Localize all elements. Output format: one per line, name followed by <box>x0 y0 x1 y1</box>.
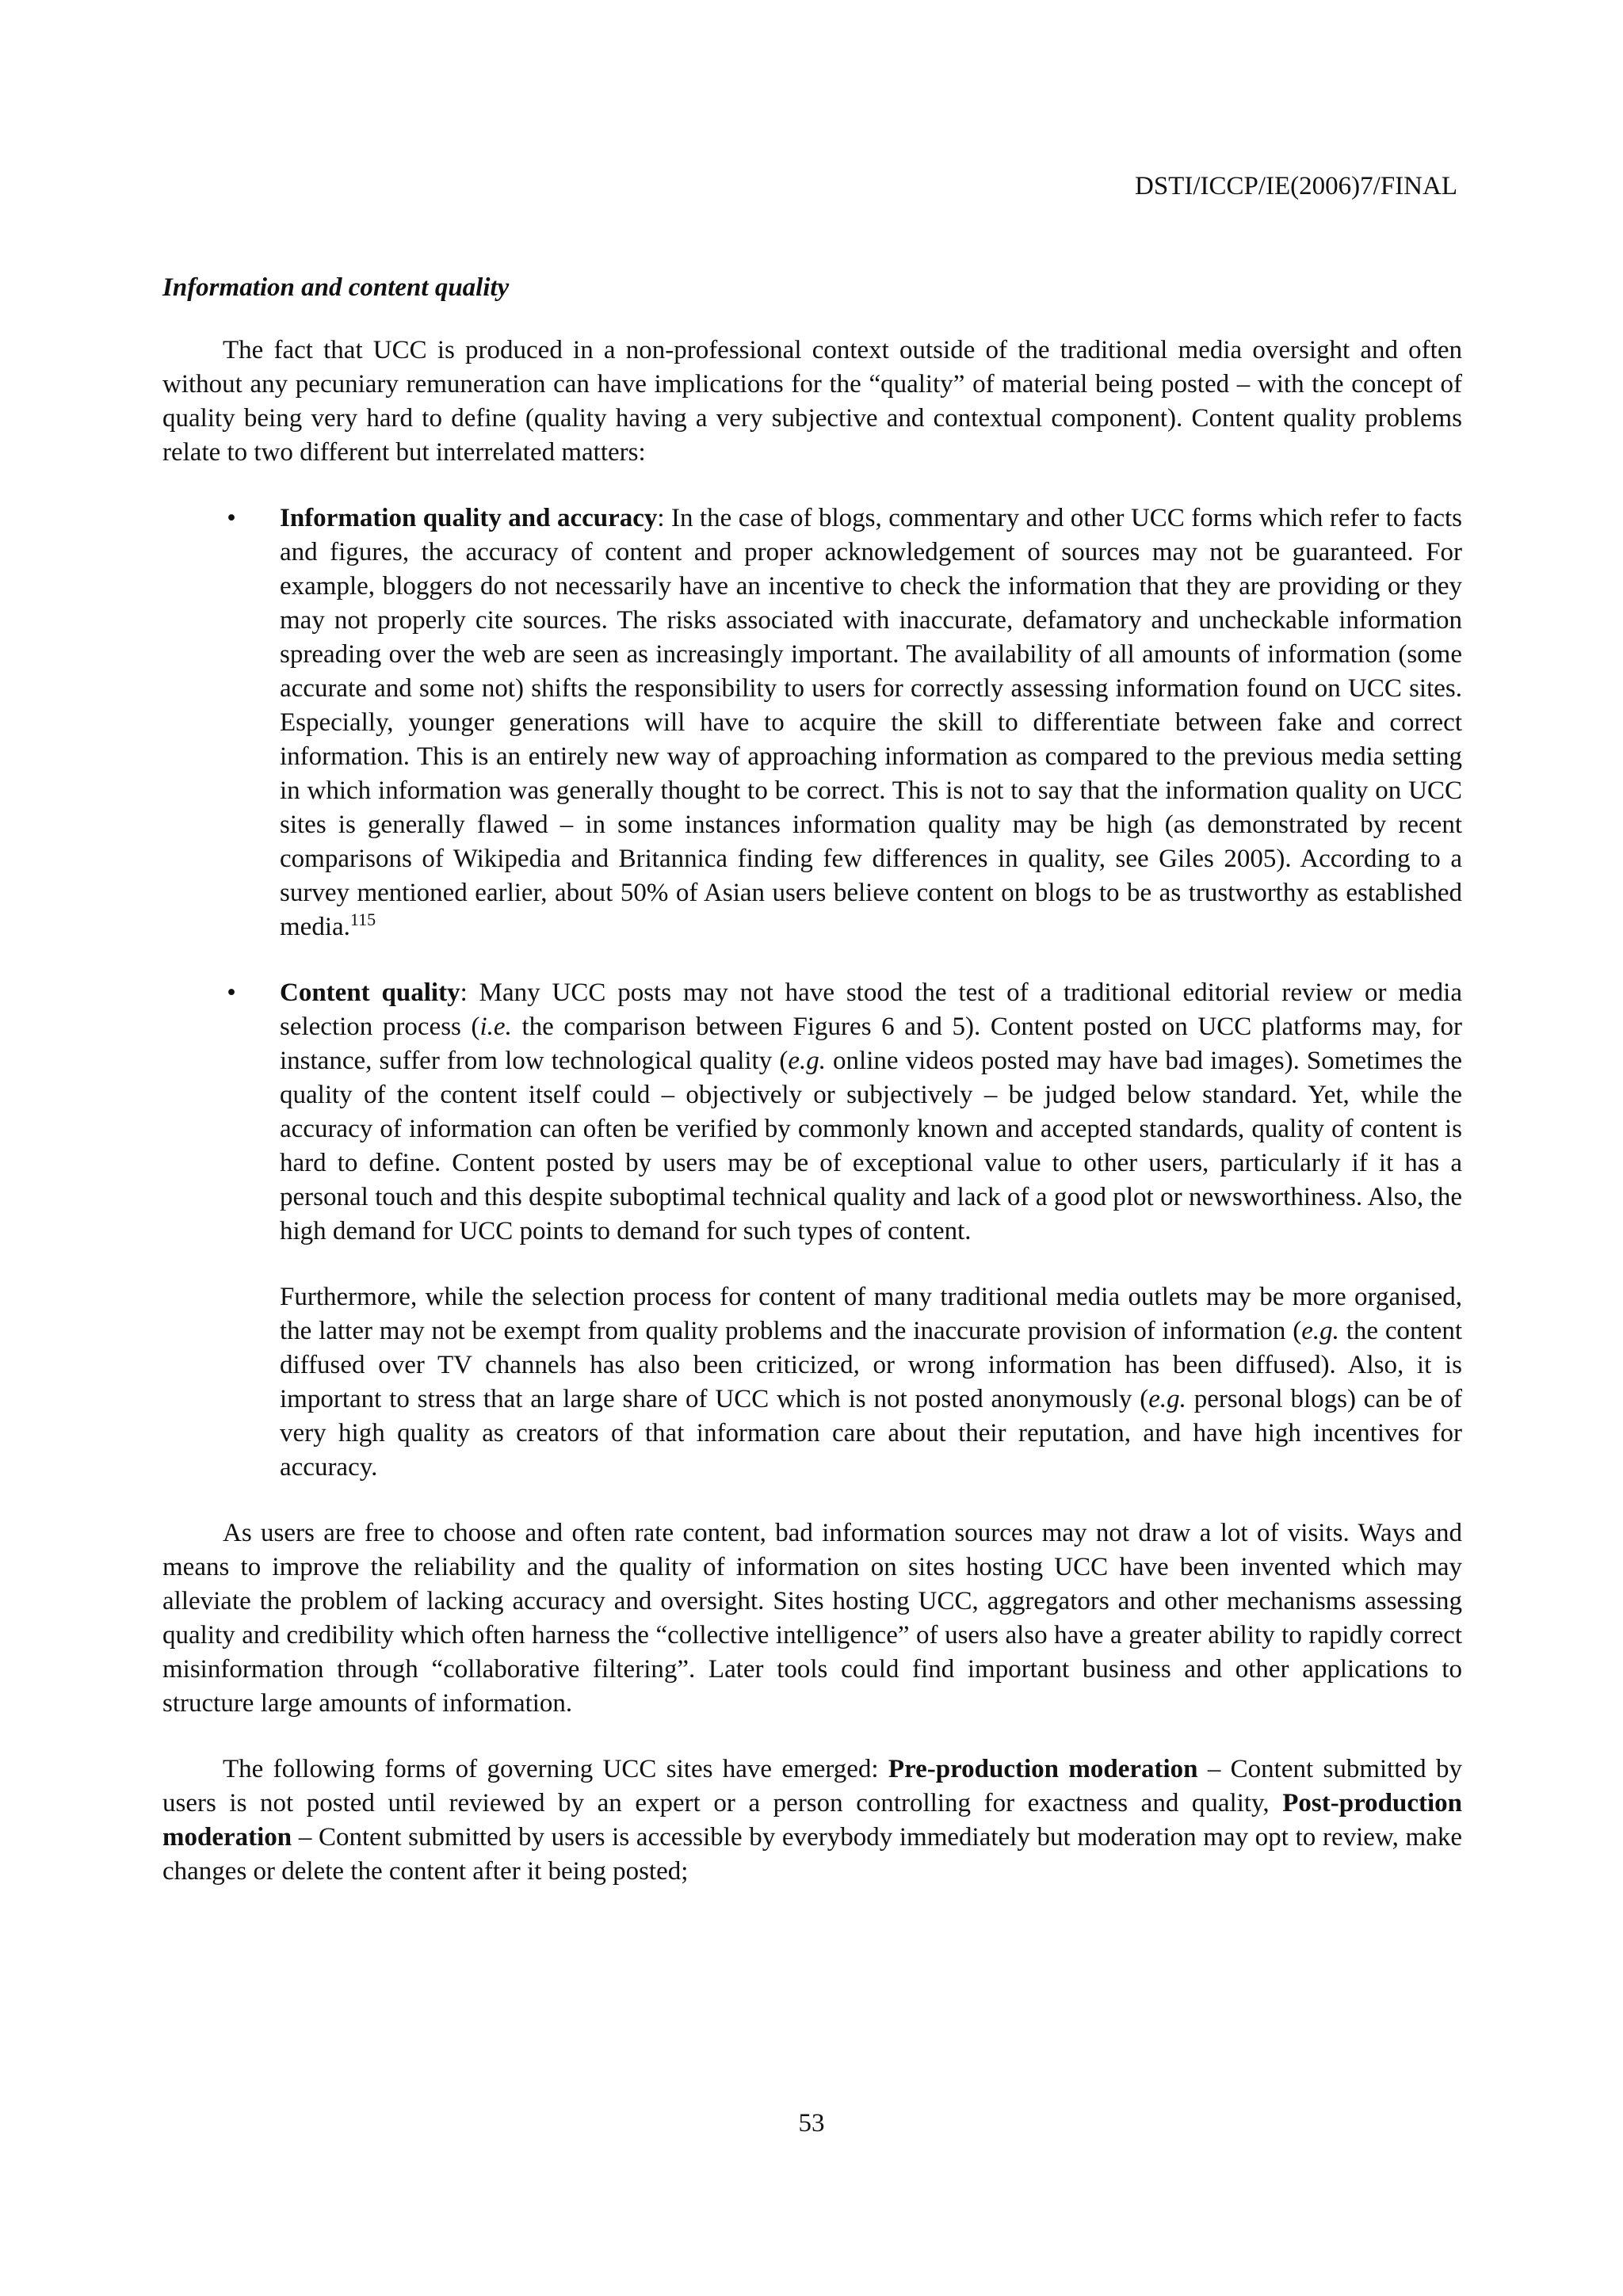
followup-body-1: Furthermore, while the selection process for content of many traditional media outlets may be more organised, the latter may not be exempt from quality problems and the inaccurate provision of information ( <box>280 1283 1462 1345</box>
content-quality-term: Content quality <box>280 978 460 1007</box>
content-quality-body-3: online videos posted may have bad images). Sometimes the quality of the content itself could – objectively or subjectively – be judged below standard. Yet, while the accuracy of information can often be verified by commonly known and accepted standards, quality of content is hard to define. Content posted by users may be of exceptional value to other users, particularly if it has a personal touch and this despite suboptimal technical quality and lack of a good plot or newsworthiness. Also, the high demand for UCC points to demand for such types of content. <box>280 1047 1463 1245</box>
intro-paragraph: The fact that UCC is produced in a non-professional context outside of the traditional media oversight and often without any pecuniary remuneration can have implications for the “quality” of material being posted – with the concept of quality being very hard to define (quality having a very subjective and contextual component). Content quality problems relate to two different but interrelated matters: <box>162 336 1462 467</box>
content-quality-followup <box>280 1280 1462 1485</box>
bullet-icon: • <box>227 978 236 1007</box>
pre-production-term: Pre-production moderation <box>888 1755 1198 1783</box>
content-quality-body-1: : Many UCC posts may not have stood the test of a traditional editorial review or media selection process ( <box>280 978 1462 1041</box>
abbrev-eg: e.g. <box>788 1047 826 1075</box>
content-quality-text <box>280 976 1462 1249</box>
post-production-text: – Content submitted by users is accessible by everybody immediately but moderation may opt to review, make changes or delete the content after it being posted; <box>162 1823 1462 1886</box>
information-quality-term: Information quality and accuracy <box>280 504 658 532</box>
followup-body-3: personal blogs) can be of very high quality as creators of that information care about their reputation, and have high incentives for accuracy. <box>280 1385 1462 1482</box>
governance-lead: The following forms of governing UCC sites have emerged: <box>223 1755 888 1783</box>
page-number: 53 <box>798 2109 825 2138</box>
document-id: DSTI/ICCP/IE(2006)7/FINAL <box>1135 172 1457 200</box>
list-item-information-quality <box>162 502 1462 944</box>
abbrev-ie: i.e. <box>479 1013 512 1041</box>
information-quality-text <box>280 502 1462 944</box>
section-heading: Information and content quality <box>162 273 510 302</box>
abbrev-eg: e.g. <box>1148 1385 1186 1413</box>
followup-body-2: the content diffused over TV channels has also been criticized, or wrong information has been diffused). Also, it is important to stress that an large share of UCC which is not posted anonymously ( <box>280 1317 1463 1413</box>
pre-production-text: – Content submitted by users is not posted until reviewed by an expert or a person controlling for exactness and quality, <box>162 1755 1462 1817</box>
content-quality-body-2: the comparison between Figures 6 and 5). Content posted on UCC platforms may, for instance, suffer from low technological quality ( <box>280 1013 1463 1075</box>
post-production-term: Post-production moderation <box>162 1789 1462 1852</box>
footnote-reference: 115 <box>349 910 376 929</box>
bullet-icon: • <box>227 504 236 532</box>
list-item-content-quality <box>162 976 1462 1485</box>
quality-issues-list <box>162 502 1462 1485</box>
page-body <box>162 271 1462 1920</box>
users-paragraph: As users are free to choose and often rate content, bad information sources may not draw a lot of visits. Ways and means to improve the reliability and the quality of information on sites hosting UCC have been invented which may alleviate the problem of lacking accuracy and oversight. Sites hosting UCC, aggregators and other mechanisms assessing quality and credibility which often harness the “collective intelligence” of users also have a greater ability to rapidly correct misinformation through “collaborative filtering”. Later tools could find important business and other applications to structure large amounts of information. <box>162 1519 1462 1718</box>
abbrev-eg: e.g. <box>1301 1317 1339 1345</box>
information-quality-body: : In the case of blogs, commentary and other UCC forms which refer to facts and figures, the accuracy of content and proper acknowledgement of sources may not be guaranteed. For example, bloggers do not necessarily have an incentive to check the information that they are providing or they may not properly cite sources. The risks associated with inaccurate, defamatory and uncheckable information spreading over the web are seen as increasingly important. The availability of all amounts of information (some accurate and some not) shifts the responsibility to users for correctly assessing information found on UCC sites. Especially, younger generations will have to acquire the skill to differentiate between fake and correct information. This is an entirely new way of approaching information as compared to the previous media setting in which information was generally thought to be correct. This is not to say that the information quality on UCC sites is generally flawed – in some instances information quality may be high (as demonstrated by recent comparisons of Wikipedia and Britannica finding few differences in quality, see Giles 2005). According to a survey mentioned earlier, about 50% of Asian users believe content on blogs to be as trustworthy as established media. <box>280 504 1462 941</box>
governance-forms-paragraph <box>162 1753 1462 1889</box>
